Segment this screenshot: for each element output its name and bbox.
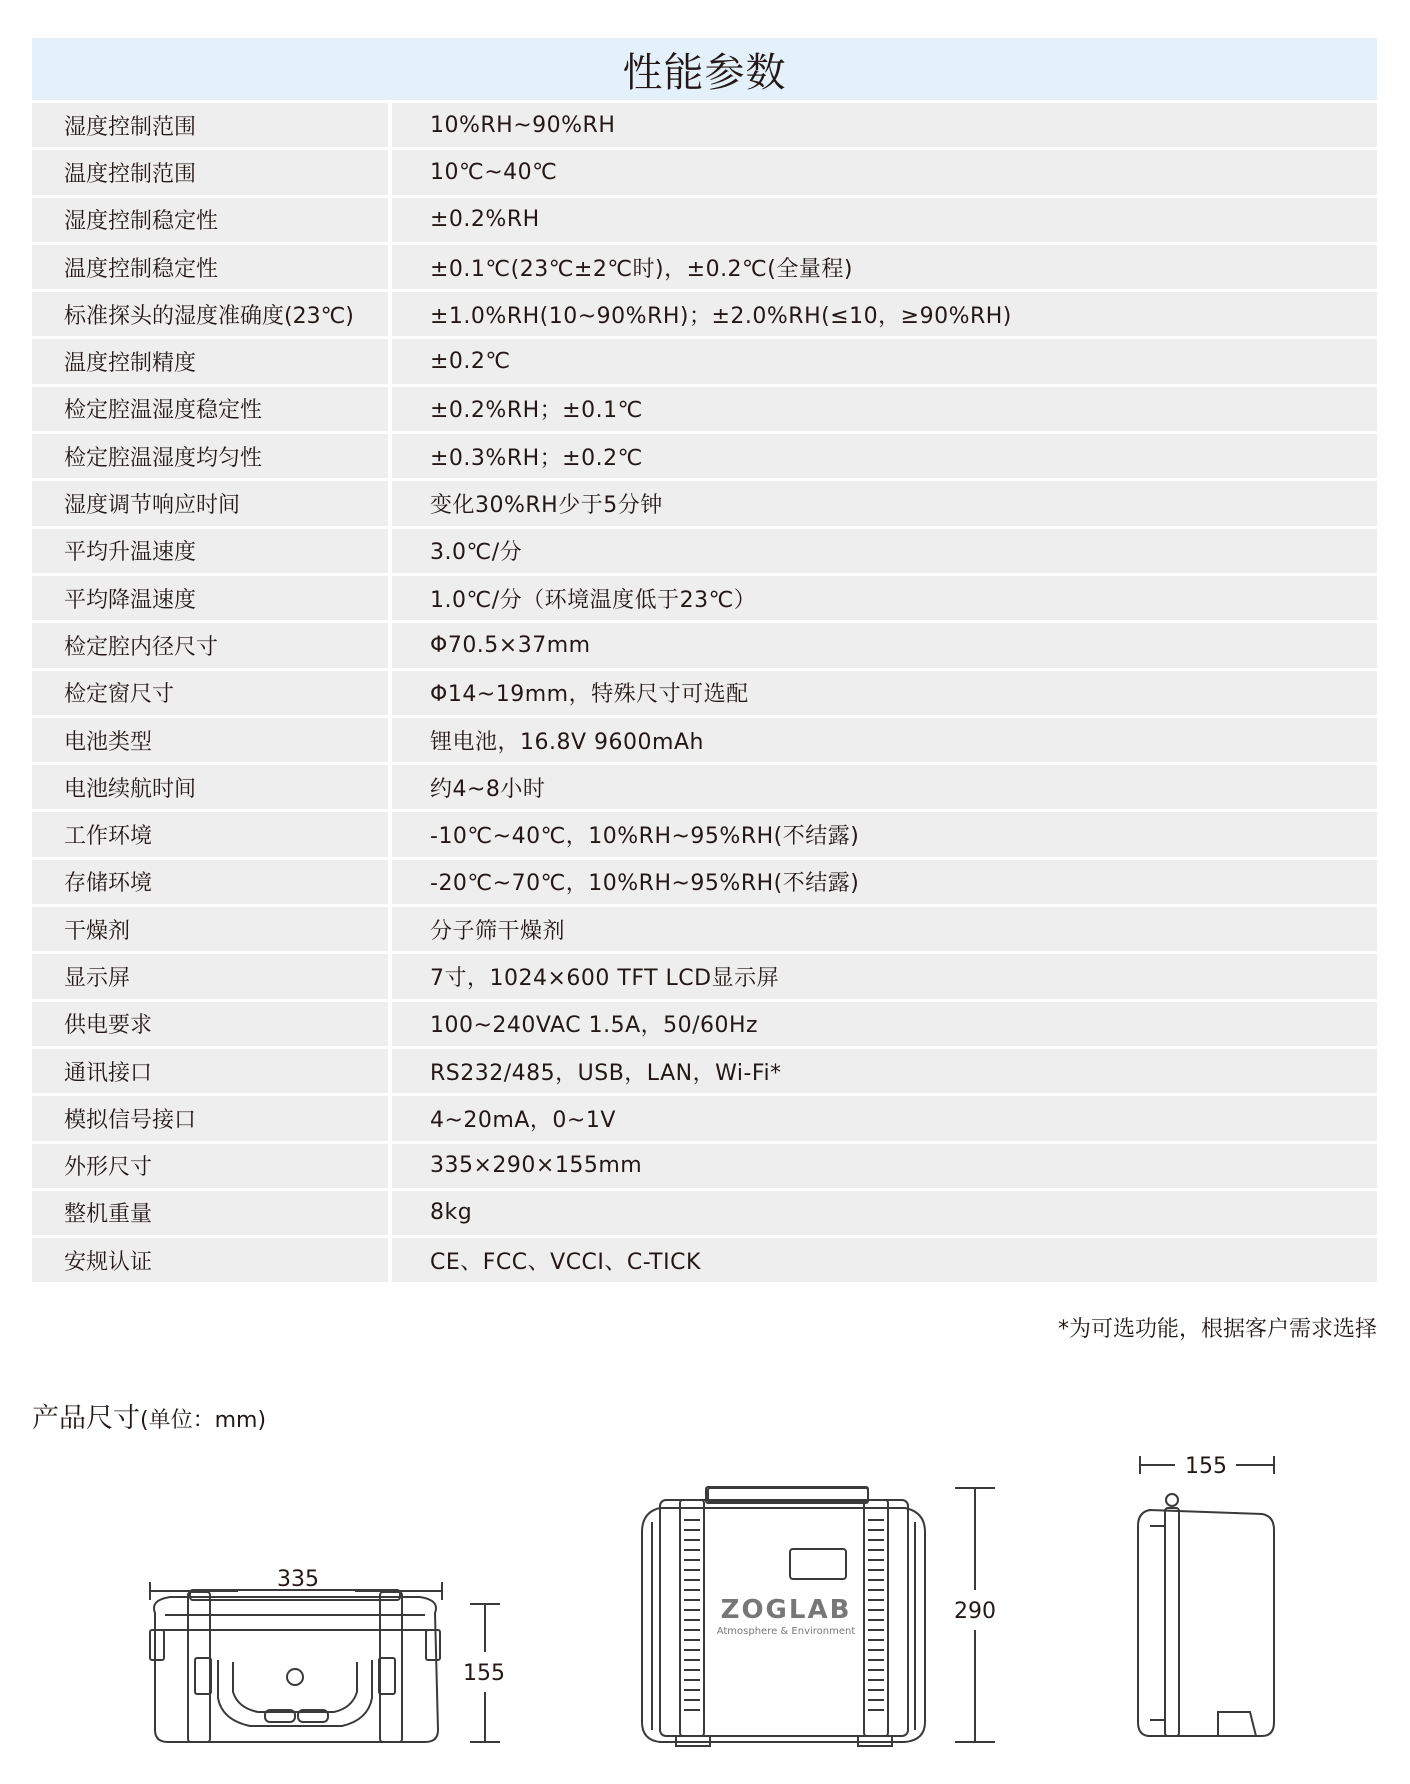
spec-key: 湿度控制范围 <box>32 103 388 147</box>
spec-value: ±1.0%RH(10~90%RH)；±2.0%RH(≤10，≥90%RH) <box>392 292 1377 336</box>
spec-row <box>32 623 1377 667</box>
spec-row <box>32 671 1377 715</box>
front-view-drawing <box>150 1590 440 1742</box>
spec-row <box>32 907 1377 951</box>
spec-row <box>32 292 1377 336</box>
spec-row <box>32 434 1377 478</box>
spec-value: ±0.3%RH；±0.2℃ <box>392 434 1377 478</box>
spec-key: 检定腔温湿度均匀性 <box>32 434 388 478</box>
spec-table-title: 性能参数 <box>32 38 1377 100</box>
spec-row <box>32 1238 1377 1282</box>
spec-value: CE、FCC、VCCI、C-TICK <box>392 1238 1377 1282</box>
spec-row <box>32 1144 1377 1188</box>
spec-key: 平均升温速度 <box>32 529 388 573</box>
spec-key: 工作环境 <box>32 812 388 856</box>
spec-value: Φ14~19mm，特殊尺寸可选配 <box>392 671 1377 715</box>
spec-value: ±0.2%RH <box>392 198 1377 242</box>
spec-value: ±0.2℃ <box>392 339 1377 383</box>
spec-key: 平均降温速度 <box>32 576 388 620</box>
spec-value: ±0.2%RH；±0.1℃ <box>392 387 1377 431</box>
spec-row <box>32 339 1377 383</box>
spec-key: 安规认证 <box>32 1238 388 1282</box>
spec-row <box>32 1002 1377 1046</box>
top-height-label: 290 <box>954 1599 996 1624</box>
spec-value: 10℃~40℃ <box>392 150 1377 194</box>
spec-value: 4~20mA，0~1V <box>392 1096 1377 1140</box>
spec-key: 温度控制稳定性 <box>32 245 388 289</box>
spec-row <box>32 860 1377 904</box>
spec-value: 100~240VAC 1.5A，50/60Hz <box>392 1002 1377 1046</box>
spec-value: 7寸，1024×600 TFT LCD显示屏 <box>392 954 1377 998</box>
footnote: *为可选功能，根据客户需求选择 <box>1057 1317 1377 1342</box>
spec-value: 约4~8小时 <box>392 765 1377 809</box>
spec-row <box>32 387 1377 431</box>
dimensions-title-text: 产品尺寸 <box>32 1403 140 1434</box>
spec-row <box>32 529 1377 573</box>
spec-row <box>32 481 1377 525</box>
spec-value: ±0.1℃(23℃±2℃时)，±0.2℃(全量程) <box>392 245 1377 289</box>
spec-value: 分子筛干燥剂 <box>392 907 1377 951</box>
spec-key: 检定腔温湿度稳定性 <box>32 387 388 431</box>
spec-key: 检定窗尺寸 <box>32 671 388 715</box>
spec-key: 温度控制范围 <box>32 150 388 194</box>
side-width-label: 155 <box>1185 1454 1227 1479</box>
spec-value: 变化30%RH少于5分钟 <box>392 481 1377 525</box>
spec-value: 锂电池，16.8V 9600mAh <box>392 718 1377 762</box>
spec-row <box>32 812 1377 856</box>
spec-row <box>32 954 1377 998</box>
spec-value: 1.0℃/分（环境温度低于23℃） <box>392 576 1377 620</box>
front-height-label: 155 <box>463 1661 505 1686</box>
spec-key: 干燥剂 <box>32 907 388 951</box>
spec-value: RS232/485，USB，LAN，Wi-Fi* <box>392 1049 1377 1093</box>
spec-row <box>32 1191 1377 1235</box>
spec-key: 存储环境 <box>32 860 388 904</box>
spec-key: 模拟信号接口 <box>32 1096 388 1140</box>
spec-row <box>32 150 1377 194</box>
spec-key: 温度控制精度 <box>32 339 388 383</box>
brand-logo-text: ZOGLAB <box>720 1595 852 1625</box>
spec-value: 8kg <box>392 1191 1377 1235</box>
spec-value: 10%RH~90%RH <box>392 103 1377 147</box>
brand-tagline: Atmosphere & Environment <box>716 1626 856 1637</box>
spec-row <box>32 576 1377 620</box>
spec-row <box>32 103 1377 147</box>
dimensions-unit: (单位：mm) <box>140 1408 267 1433</box>
spec-rows <box>32 103 1377 1282</box>
spec-key: 通讯接口 <box>32 1049 388 1093</box>
spec-row <box>32 718 1377 762</box>
side-view-drawing <box>1138 1494 1274 1736</box>
spec-key: 电池续航时间 <box>32 765 388 809</box>
spec-key: 供电要求 <box>32 1002 388 1046</box>
spec-key: 整机重量 <box>32 1191 388 1235</box>
product-drawings <box>0 1430 1410 1784</box>
spec-value: -10℃~40℃，10%RH~95%RH(不结露) <box>392 812 1377 856</box>
spec-table <box>32 38 1377 1282</box>
spec-key: 湿度控制稳定性 <box>32 198 388 242</box>
spec-key: 电池类型 <box>32 718 388 762</box>
spec-key: 检定腔内径尺寸 <box>32 623 388 667</box>
spec-key: 显示屏 <box>32 954 388 998</box>
spec-value: Φ70.5×37mm <box>392 623 1377 667</box>
spec-value: 335×290×155mm <box>392 1144 1377 1188</box>
spec-key: 标准探头的湿度准确度(23℃) <box>32 292 388 336</box>
spec-value: -20℃~70℃，10%RH~95%RH(不结露) <box>392 860 1377 904</box>
front-width-label: 335 <box>277 1567 319 1592</box>
spec-value: 3.0℃/分 <box>392 529 1377 573</box>
spec-row <box>32 1096 1377 1140</box>
spec-row <box>32 1049 1377 1093</box>
spec-row <box>32 198 1377 242</box>
spec-row <box>32 245 1377 289</box>
spec-row <box>32 765 1377 809</box>
spec-key: 外形尺寸 <box>32 1144 388 1188</box>
spec-key: 湿度调节响应时间 <box>32 481 388 525</box>
